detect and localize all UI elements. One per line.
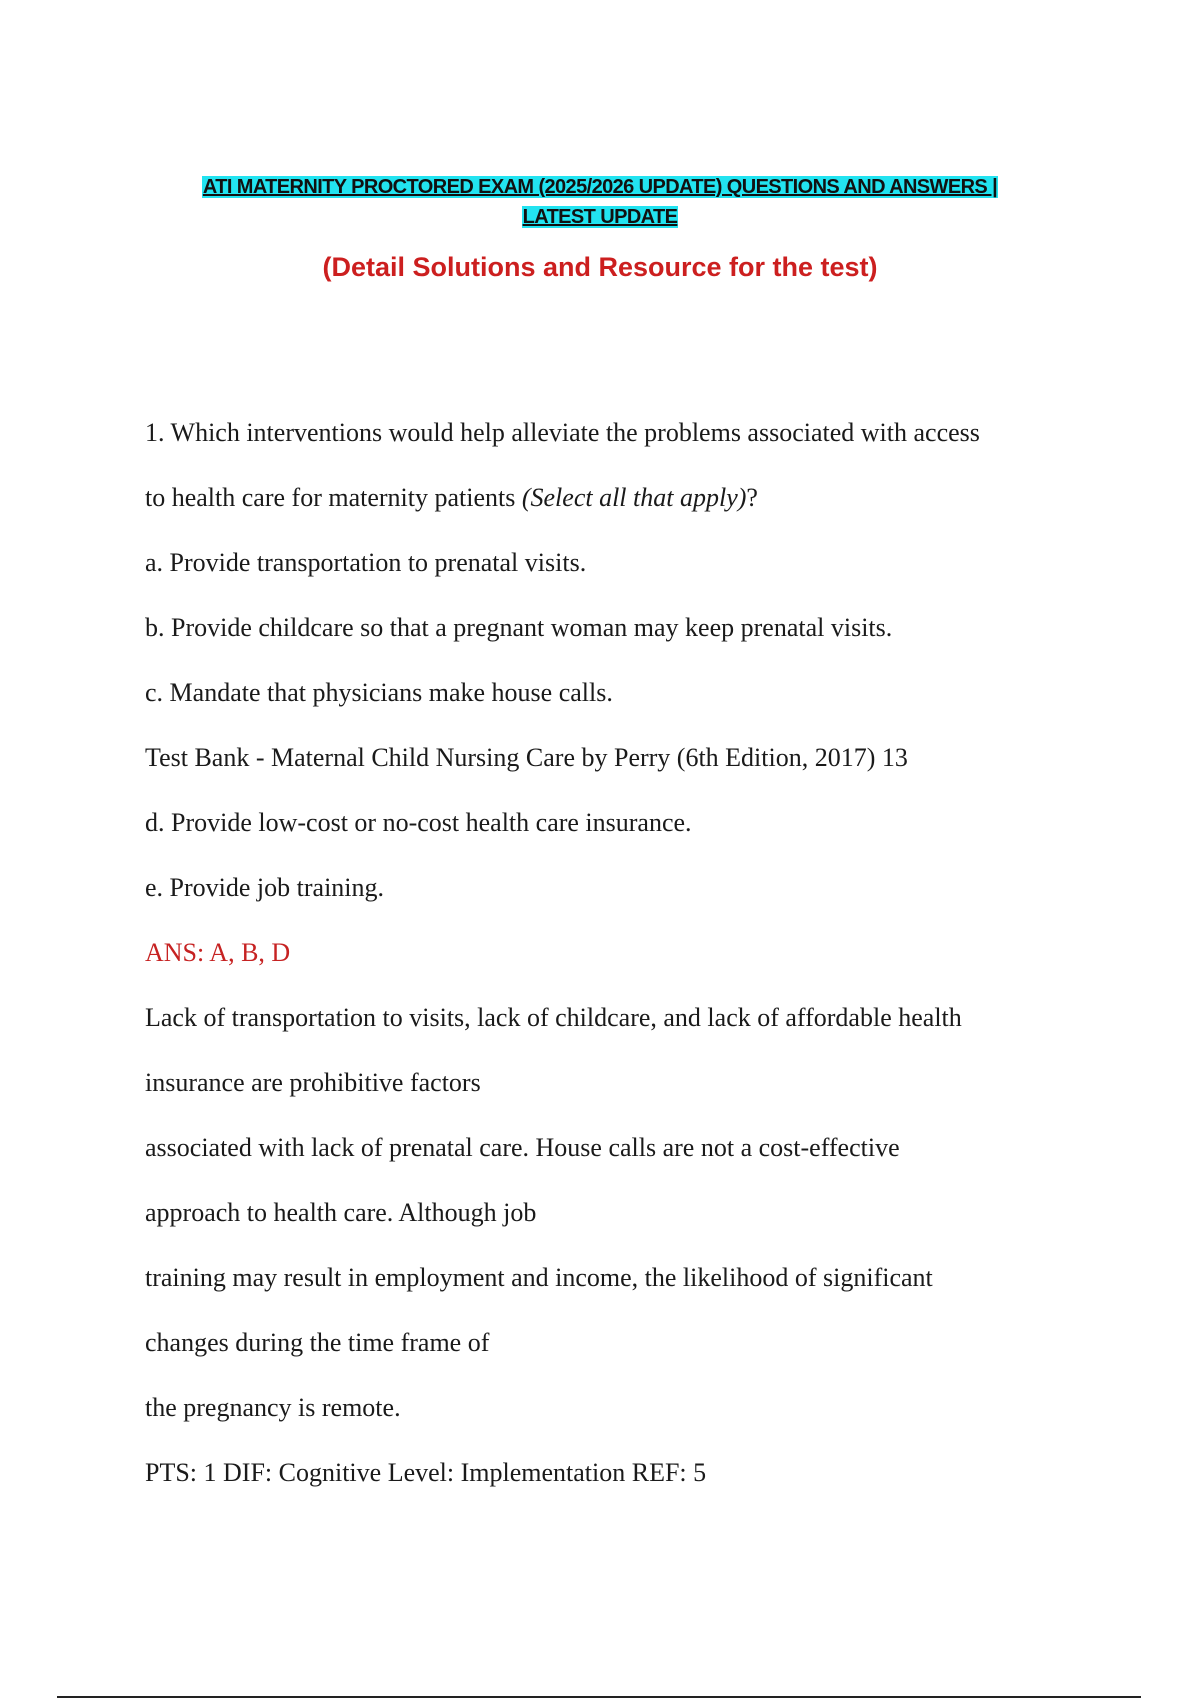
question-metadata: PTS: 1 DIF: Cognitive Level: Implementation REF: 5 [145, 1458, 707, 1487]
option-a: a. Provide transportation to prenatal visits. [145, 548, 587, 577]
option-e: e. Provide job training. [145, 873, 385, 902]
page-divider [57, 1696, 1141, 1698]
rationale-line: associated with lack of prenatal care. House calls are not a cost-effective [145, 1133, 900, 1162]
document-subtitle: (Detail Solutions and Resource for the test) [322, 252, 878, 282]
question-stem-line-2 [145, 465, 1085, 530]
rationale-line: insurance are prohibitive factors [145, 1068, 481, 1097]
answer-key: ANS: A, B, D [145, 938, 291, 967]
title-line-2: LATEST UPDATE [522, 206, 678, 228]
document-title [0, 172, 1200, 232]
rationale-line: approach to health care. Although job [145, 1198, 537, 1227]
rationale-line: the pregnancy is remote. [145, 1393, 401, 1422]
source-reference: Test Bank - Maternal Child Nursing Care by Perry (6th Edition, 2017) 13 [145, 743, 908, 772]
stem-line-2-prefix: to health care for maternity patients [145, 483, 522, 512]
rationale-line: Lack of transportation to visits, lack of childcare, and lack of affordable health [145, 1003, 962, 1032]
rationale-line: training may result in employment and income, the likelihood of significant [145, 1263, 933, 1292]
stem-line-2-suffix: ? [746, 483, 758, 512]
rationale-line: changes during the time frame of [145, 1328, 490, 1357]
title-line-1: ATI MATERNITY PROCTORED EXAM (2025/2026 UPDATE) QUESTIONS AND ANSWERS | [202, 176, 998, 198]
option-b: b. Provide childcare so that a pregnant woman may keep prenatal visits. [145, 613, 893, 642]
select-all-instruction: (Select all that apply) [521, 483, 747, 512]
question-body [145, 400, 1085, 1505]
question-stem-line-1: 1. Which interventions would help alleviate the problems associated with access [145, 418, 980, 447]
option-c: c. Mandate that physicians make house calls. [145, 678, 613, 707]
option-d: d. Provide low-cost or no-cost health care insurance. [145, 808, 692, 837]
